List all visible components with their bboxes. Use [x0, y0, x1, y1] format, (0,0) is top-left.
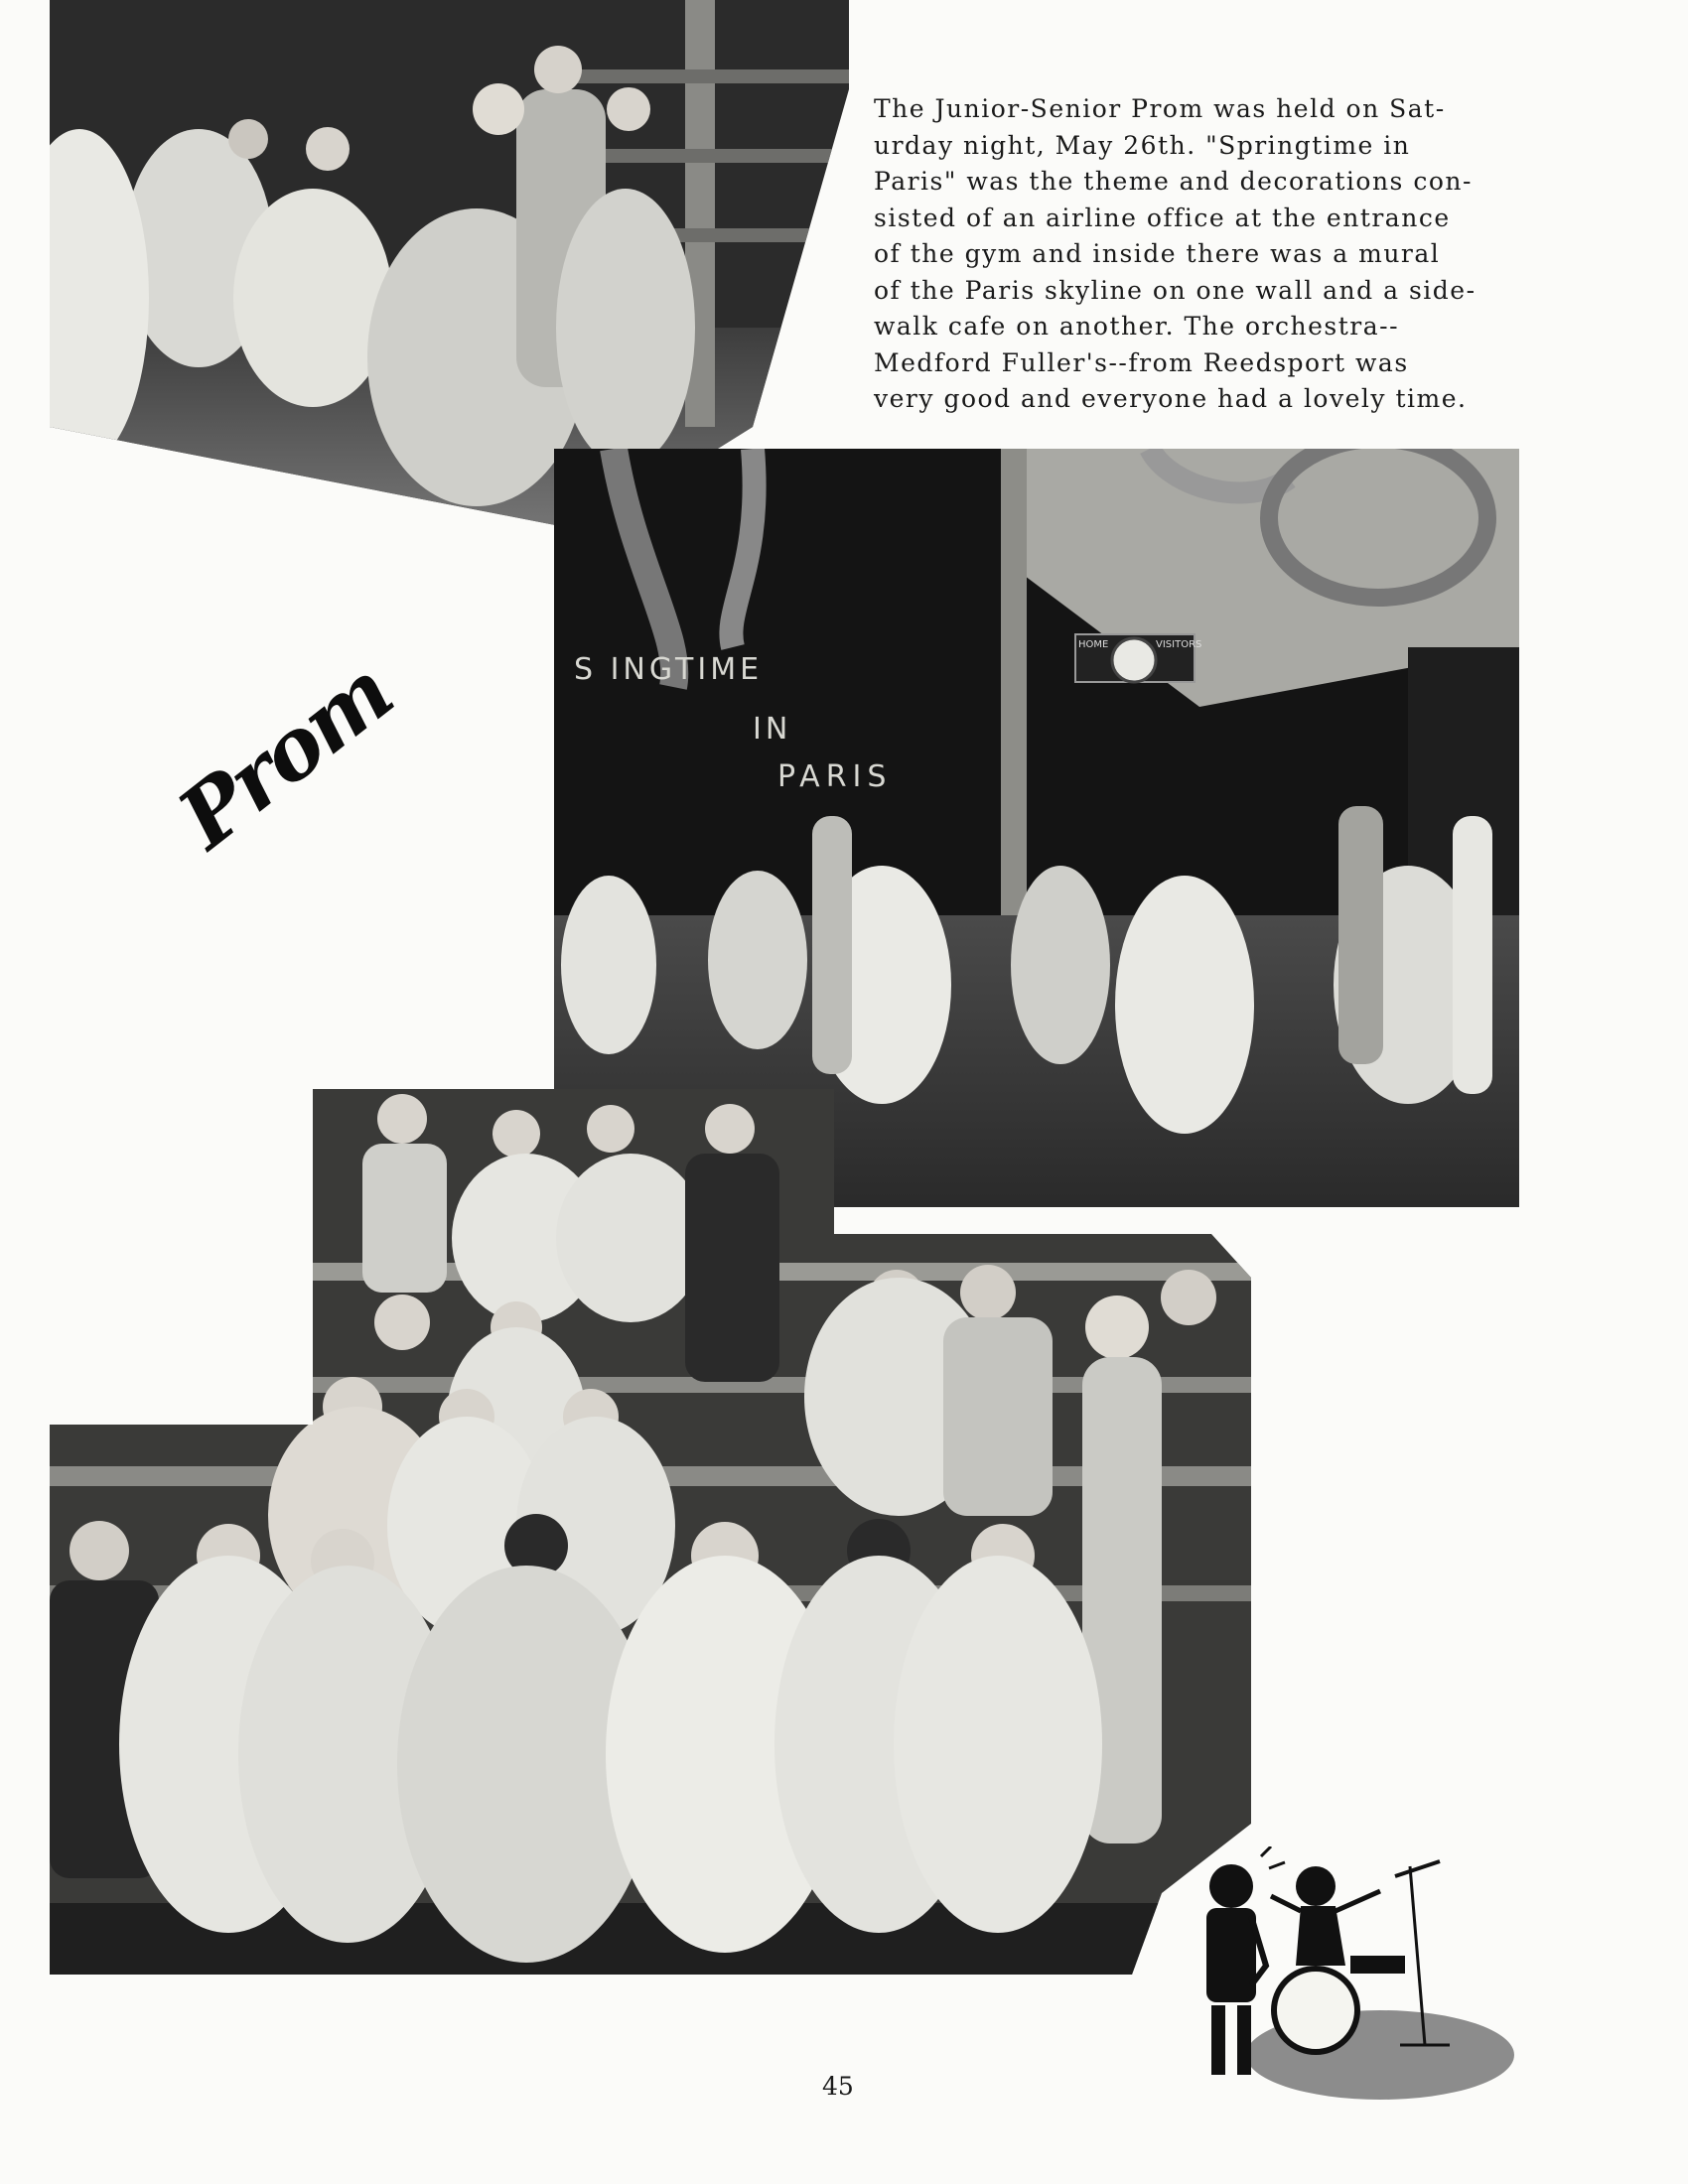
mural-sign-line3: PARIS: [777, 759, 893, 794]
caption-line: Paris" was the theme and decorations con-: [874, 167, 1473, 196]
page-number: 45: [822, 2072, 854, 2101]
clock-icon: [1112, 638, 1156, 682]
caption-line: The Junior-Senior Prom was held on Sat-: [874, 94, 1446, 123]
section-title: Prom: [160, 642, 409, 868]
caption-line: sisted of an airline office at the entrance: [874, 203, 1451, 232]
scoreboard-visitors-label: VISITORS: [1156, 639, 1202, 650]
caption-line: urday night, May 26th. "Springtime in: [874, 130, 1411, 160]
caption-line: of the Paris skyline on one wall and a side-: [874, 275, 1477, 305]
caption-line: of the gym and inside there was a mural: [874, 239, 1441, 268]
prom-description: [874, 91, 1609, 418]
mural-sign-line2: IN: [753, 712, 792, 747]
caption-line: Medford Fuller's--from Reedsport was: [874, 347, 1409, 377]
photo-students-bleachers: [50, 1089, 1251, 1975]
band-musicians-icon: [1152, 1846, 1519, 2109]
caption-line: walk cafe on another. The orchestra--: [874, 312, 1400, 341]
scoreboard-home-label: HOME: [1078, 639, 1109, 650]
caption-line: very good and everyone had a lovely time.: [874, 384, 1468, 413]
mural-sign-line1: S INGTIME: [574, 652, 764, 687]
